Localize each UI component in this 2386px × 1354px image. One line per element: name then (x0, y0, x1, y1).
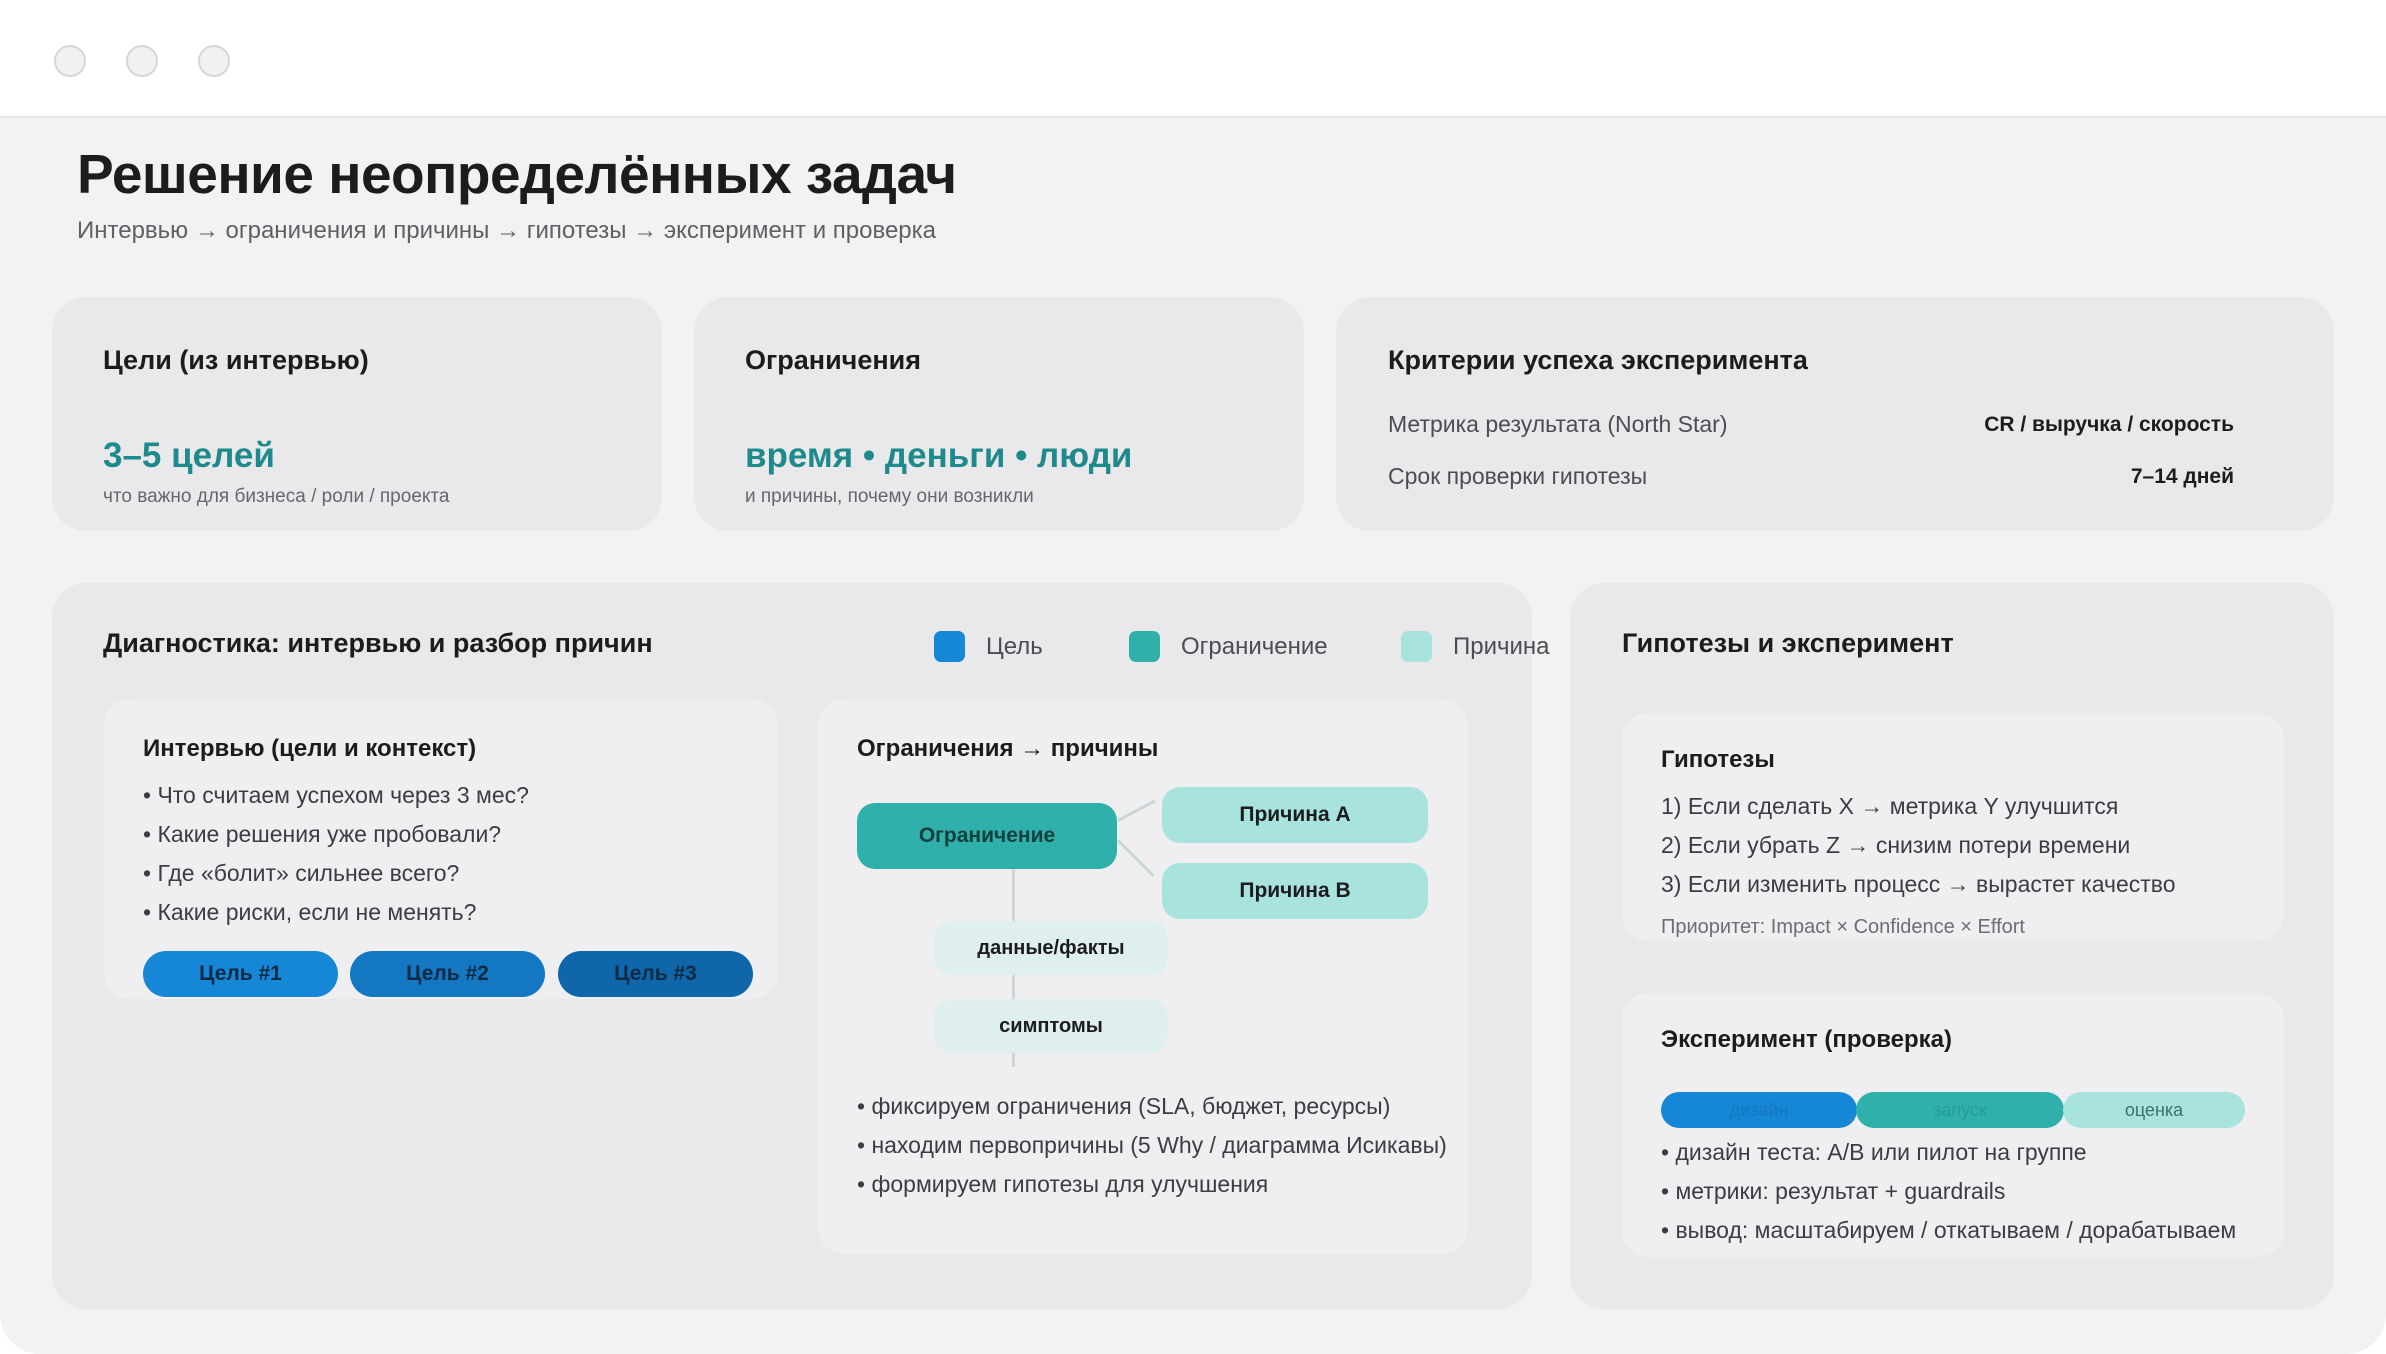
diagnostics-panel (52, 583, 1550, 1309)
experiment-title: Эксперимент (проверка) (1661, 1026, 1952, 1053)
goals-card-note: что важно для бизнеса / роли / проекта (103, 486, 450, 507)
interview-title: Интервью (цели и контекст) (143, 735, 477, 762)
causes-bullet: • формируем гипотезы для улучшения (857, 1171, 1269, 1197)
interview-question: • Где «болит» сильнее всего? (143, 860, 460, 886)
window-minimize-button[interactable] (126, 45, 158, 77)
hypothesis-item: 1) Если сделать X → метрика Y улучшится (1661, 793, 2119, 819)
goal-pill-1[interactable]: Цель #1 (143, 951, 338, 997)
stage-launch[interactable]: запуск (1856, 1092, 2064, 1128)
criteria-value-metric: CR / выручка / скорость (1984, 413, 2234, 436)
experiment-bullet: • дизайн теста: A/B или пилот на группе (1661, 1139, 2087, 1165)
constraints-card (694, 297, 1304, 531)
evidence-node-symptoms[interactable]: симптомы (934, 999, 1168, 1053)
goals-card-title: Цели (из интервью) (103, 345, 369, 375)
priority-note: Приоритет: Impact × Confidence × Effort (1661, 916, 2025, 938)
experiment-bullet: • вывод: масштабируем / откатываем / дорабатываем (1661, 1217, 2237, 1243)
window-titlebar (0, 0, 2386, 118)
window-close-button[interactable] (54, 45, 86, 77)
hypotheses-title: Гипотезы и эксперимент (1622, 628, 1954, 658)
constraint-swatch-icon (1129, 631, 1160, 662)
diagnostics-title: Диагностика: интервью и разбор причин (103, 628, 653, 658)
goals-card-value: 3–5 целей (103, 436, 275, 475)
interview-question: • Какие решения уже пробовали? (143, 821, 502, 847)
hypotheses-panel (1570, 583, 2334, 1309)
interview-card (104, 699, 778, 999)
legend-constraint-label: Ограничение (1181, 633, 1328, 660)
evidence-node-data[interactable]: данные/факты (934, 921, 1168, 975)
criteria-card (1336, 297, 2334, 531)
tree-connector-cause-b (1117, 839, 1154, 876)
causes-bullet: • находим первопричины (5 Why / диаграмма Исикавы) (857, 1132, 1447, 1158)
causes-title: Ограничения → причины (857, 735, 1159, 762)
constraint-node[interactable]: Ограничение (857, 803, 1117, 869)
hypothesis-item: 3) Если изменить процесс → вырастет качество (1661, 871, 2176, 897)
constraints-card-title: Ограничения (745, 345, 922, 375)
hypothesis-item: 2) Если убрать Z → снизим потери времени (1661, 832, 2131, 858)
interview-question: • Какие риски, если не менять? (143, 899, 477, 925)
criteria-card-title: Критерии успеха эксперимента (1388, 345, 1808, 375)
tree-connector-cause-a (1117, 799, 1155, 821)
cause-node-b[interactable]: Причина B (1162, 863, 1428, 919)
criteria-label-metric: Метрика результата (North Star) (1388, 411, 1728, 437)
window-maximize-button[interactable] (198, 45, 230, 77)
page-title: Решение неопределённых задач (77, 143, 957, 205)
page-subtitle: Интервью → ограничения и причины → гипотезы → эксперимент и проверка (77, 217, 937, 244)
stage-design[interactable]: дизайн (1661, 1092, 1857, 1128)
cause-swatch-icon (1401, 631, 1432, 662)
experiment-bullet: • метрики: результат + guardrails (1661, 1178, 2006, 1204)
goal-pill-2[interactable]: Цель #2 (350, 951, 545, 997)
cause-node-a[interactable]: Причина A (1162, 787, 1428, 843)
interview-question: • Что считаем успехом через 3 мес? (143, 782, 529, 808)
goals-card (52, 297, 662, 531)
goal-pill-3[interactable]: Цель #3 (558, 951, 753, 997)
criteria-value-duration: 7–14 дней (2130, 465, 2234, 488)
hypotheses-list-title: Гипотезы (1661, 746, 1775, 773)
criteria-label-duration: Срок проверки гипотезы (1388, 463, 1648, 489)
constraints-card-value: время • деньги • люди (745, 436, 1133, 475)
legend-cause-label: Причина (1453, 633, 1550, 660)
causes-card (818, 699, 1468, 1254)
stage-evaluate[interactable]: оценка (2063, 1092, 2245, 1128)
goal-swatch-icon (934, 631, 965, 662)
legend-goal-label: Цель (986, 633, 1043, 660)
constraints-card-note: и причины, почему они возникли (745, 486, 1034, 507)
causes-bullet: • фиксируем ограничения (SLA, бюджет, ресурсы) (857, 1093, 1391, 1119)
hypotheses-list-card (1622, 713, 2284, 941)
